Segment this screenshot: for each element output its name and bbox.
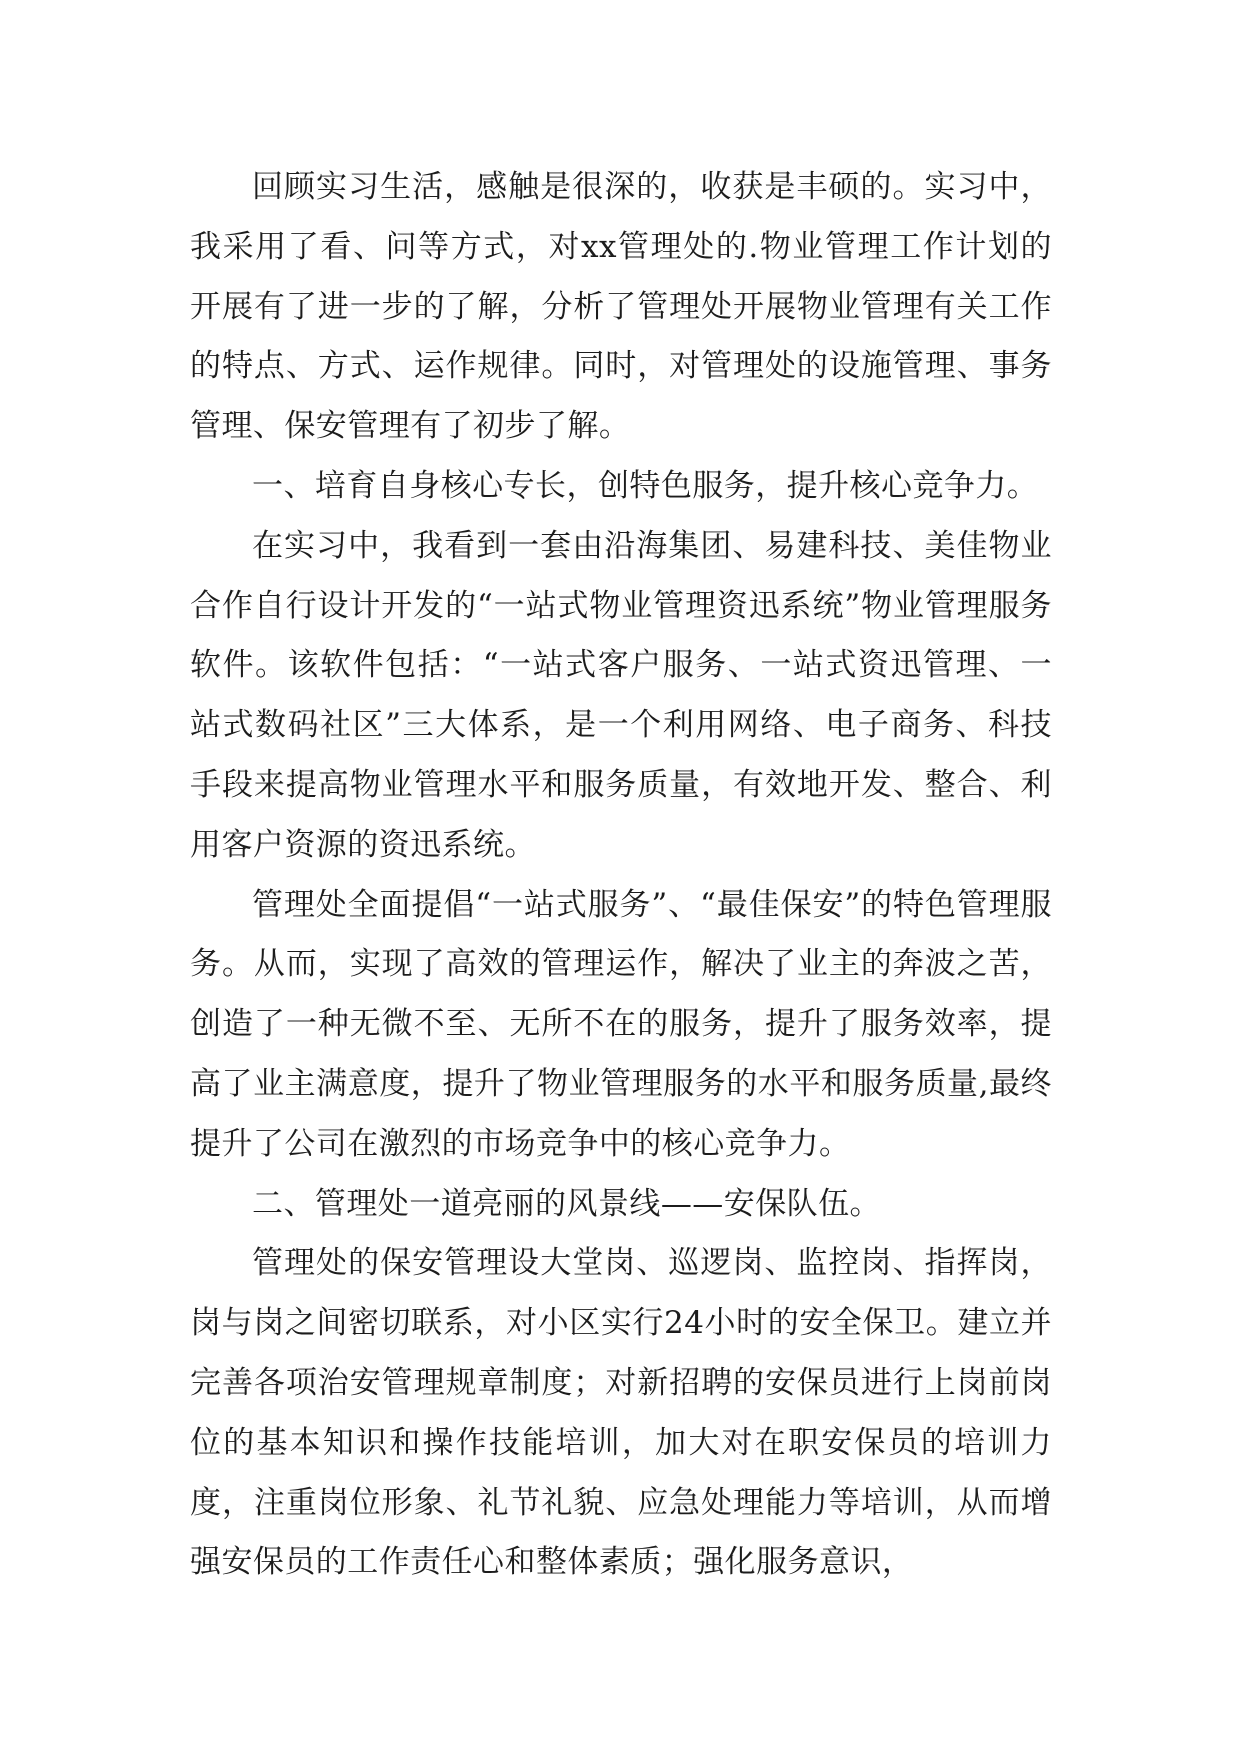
paragraph-security-management: 管理处的保安管理设大堂岗、巡逻岗、监控岗、指挥岗，岗与岗之间密切联系，对小区实行24小时的安全保卫。建立并完善各项治安管理规章制度；对新招聘的安保员进行上岗前岗位的基本知识和操作技能培训，加大对在职安保员的培训力度，注重岗位形象、礼节礼貌、应急处理能力等培训，从而增强安保员的工作责任心和整体素质；强化服务意识， — [190, 1245, 1052, 1581]
paragraph-service-features: 管理处全面提倡“一站式服务”、“最佳保安”的特色管理服务。从而，实现了高效的管理运作，解决了业主的奔波之苦，创造了一种无微不至、无所不在的服务，提升了服务效率，提高了业主满意度，提升了物业管理服务的水平和服务质量,最终提升了公司在激烈的市场竞争中的核心竞争力。 — [190, 886, 1052, 1162]
heading-section-2: 二、管理处一道亮丽的风景线——安保队伍。 — [252, 1185, 881, 1222]
paragraph-software-system: 在实习中，我看到一套由沿海集团、易建科技、美佳物业合作自行设计开发的“一站式物业管理资迅系统”物业管理服务软件。该软件包括：“一站式客户服务、一站式资迅管理、一站式数码社区”三大体系，是一个利用网络、电子商务、科技手段来提高物业管理水平和服务质量，有效地开发、整合、利用客户资源的资迅系统。 — [190, 527, 1052, 863]
heading-section-1: 一、培育自身核心专长，创特色服务，提升核心竞争力。 — [252, 467, 1039, 504]
paragraph-review: 回顾实习生活，感触是很深的，收获是丰硕的。实习中，我采用了看、问等方式，对xx管理处的.物业管理工作计划的开展有了进一步的了解，分析了管理处开展物业管理有关工作的特点、方式、运作规律。同时，对管理处的设施管理、事务管理、保安管理有了初步了解。 — [190, 169, 1052, 445]
document-body — [190, 158, 1052, 1593]
